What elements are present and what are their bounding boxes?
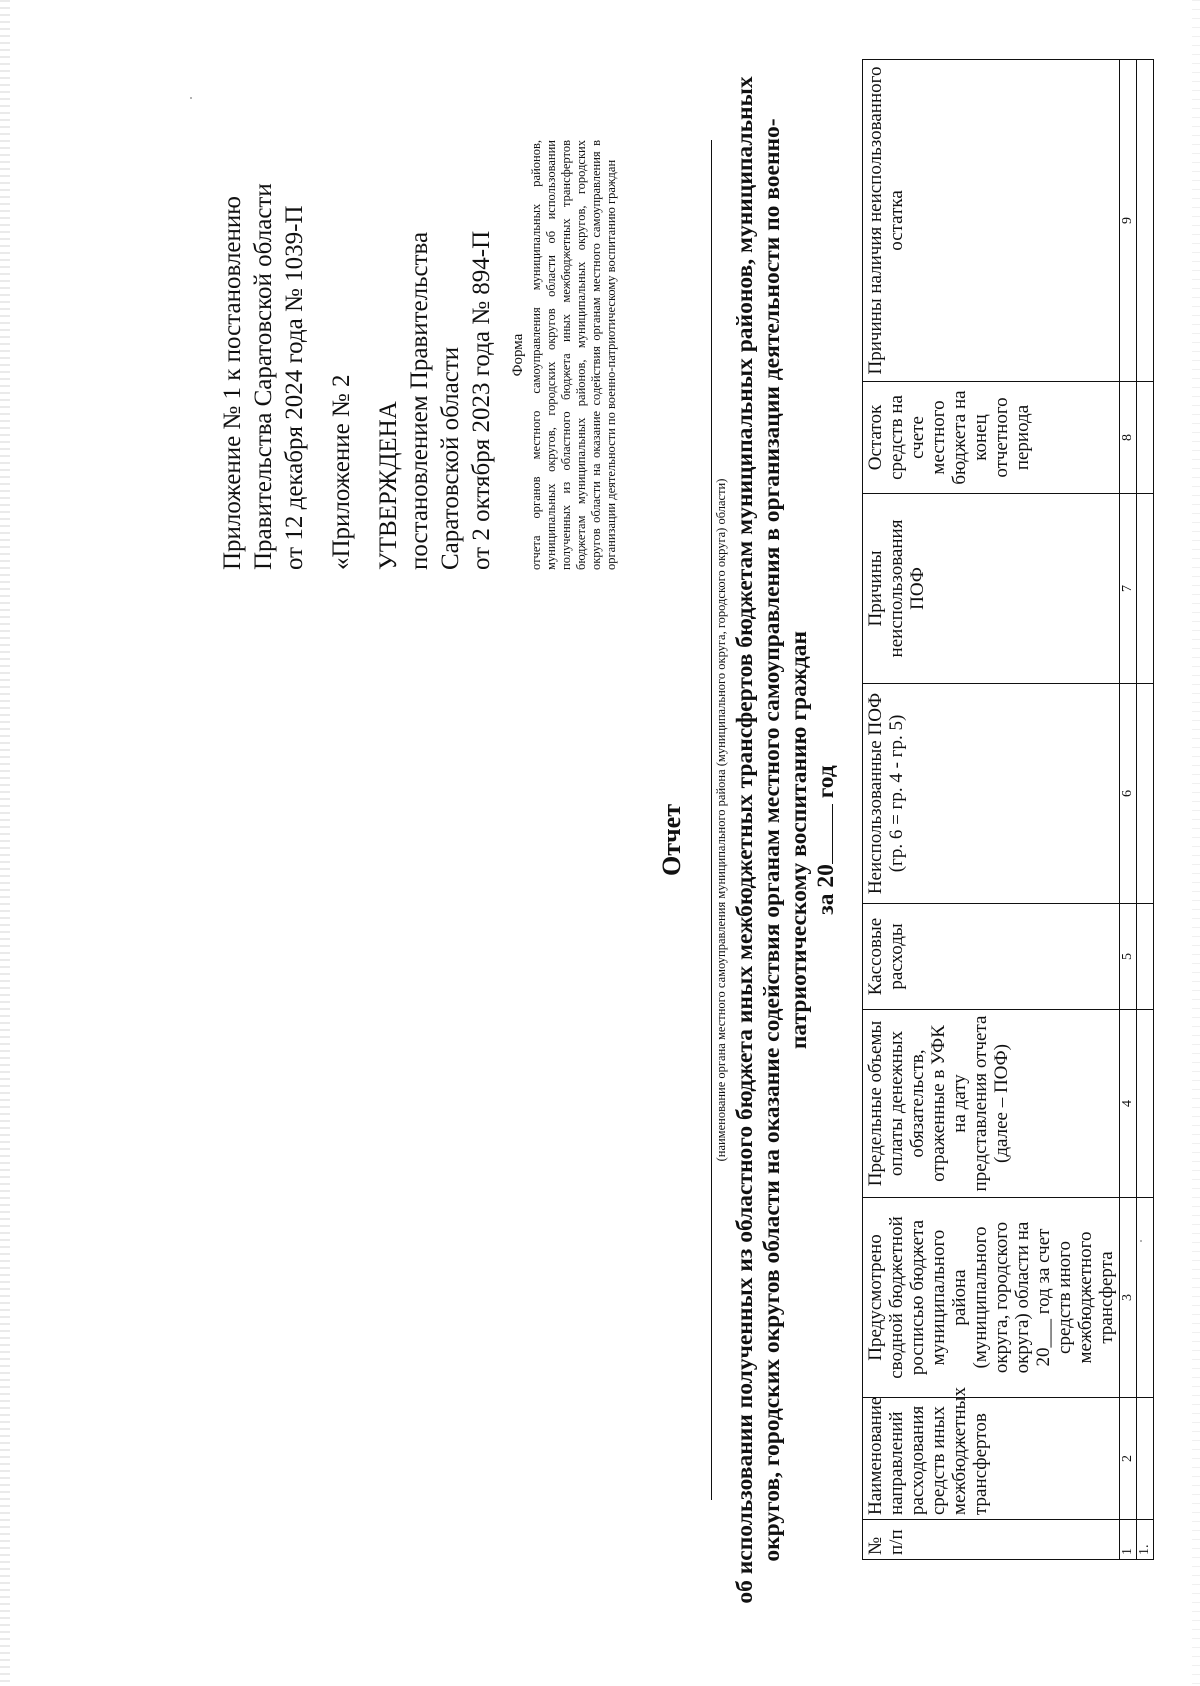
forma-description: отчета органов местного самоуправления муниципальных районов, муниципальных округов, городских округов области об использовании полученных из областного бюджета иных межбюджетных трансфертов бюджетам муниципальных районов, муниципальных округов, городских округов области на оказание содействия органам местного самоуправления в организации деятельности по военно-патриотическому воспитанию граждан [529,140,618,570]
table-cell [1137,60,1154,382]
table-cell [1137,382,1154,494]
column-number: 3 [1120,1198,1137,1398]
table-cell [1137,1010,1154,1198]
appendix-line: Правительства Саратовской области [250,183,277,570]
scan-edge-right [1192,0,1200,1686]
scan-edge-left [0,0,10,1686]
column-header: Неиспользованные ПОФ (гр. 6 = гр. 4 - гр. 5) [863,684,1120,904]
column-number: 9 [1120,60,1137,382]
approved-line: постановлением Правительства [406,231,433,570]
column-header: Предельные объемы оплаты денежных обязательств, отраженные в УФК на дату представления отчета (далее – ПОФ) [863,1010,1120,1198]
column-header: Остаток средств на счете местного бюджета на конец отчетного периода [863,382,1120,494]
period-prefix: за 20 [813,864,839,915]
table-cell [1137,904,1154,1010]
table-cell [1137,1398,1154,1520]
approved-line: Саратовской области [437,346,464,570]
organization-blank-line [697,140,712,1500]
report-table [862,59,1154,1560]
period-year-blank [814,804,833,864]
forma-title: Форма [510,333,526,377]
organization-field [697,120,729,1520]
column-header: Кассовые расходы [863,904,1120,1010]
column-header: Наименование направлений расходования средств иных межбюджетных трансфертов [863,1398,1120,1520]
report-subject [732,70,840,1610]
organization-caption: (наименование органа местного самоуправления муниципального района (муниципального округа, городского округа) области) [714,478,728,1162]
table-cell [1137,494,1154,684]
report-title: Отчет [657,804,686,876]
report-period [813,70,840,1610]
report-subject-text: об использовании полученных из областного бюджета иных межбюджетных трансфертов бюджетам муниципальных районов, муниципальных округов, городских округов области на оказание содействия органам местного самоуправления в организации деятельности по военно-патриотическому воспитанию граждан [732,76,812,1604]
document-header [217,140,619,570]
column-number: 5 [1120,904,1137,1010]
column-header: Причины неиспользования ПОФ [863,494,1120,684]
appendix-line: от 12 декабря 2024 года № 1039-П [281,205,308,570]
table-cell: 1. [1137,1520,1154,1560]
column-number: 1 [1120,1520,1137,1560]
table-header-row [863,60,1120,1560]
column-number-row [1120,60,1137,1560]
column-header: Предусмотрено сводной бюджетной росписью бюджета муниципального района (муниципального округа, городского округа) области на 20___ год за счет средств иного межбюджетного трансферта [863,1198,1120,1398]
column-number: 7 [1120,494,1137,684]
table-cell [1137,1198,1154,1398]
appendix-2-label: «Приложение № 2 [328,374,355,570]
table-cell [1137,684,1154,904]
column-number: 2 [1120,1398,1137,1520]
period-suffix: год [813,765,839,799]
column-number: 8 [1120,382,1137,494]
column-header: Причины наличия неиспользованного остатка [863,60,1120,382]
table-row [1137,60,1154,1560]
approved-line: от 2 октября 2023 года № 894-П [468,230,495,570]
column-header: № п/п [863,1520,1120,1560]
column-number: 6 [1120,684,1137,904]
appendix-line: Приложение № 1 к постановлению [219,196,246,570]
approved-line: УТВЕРЖДЕНА [375,401,402,570]
document-page [42,30,1162,1650]
column-number: 4 [1120,1010,1137,1198]
